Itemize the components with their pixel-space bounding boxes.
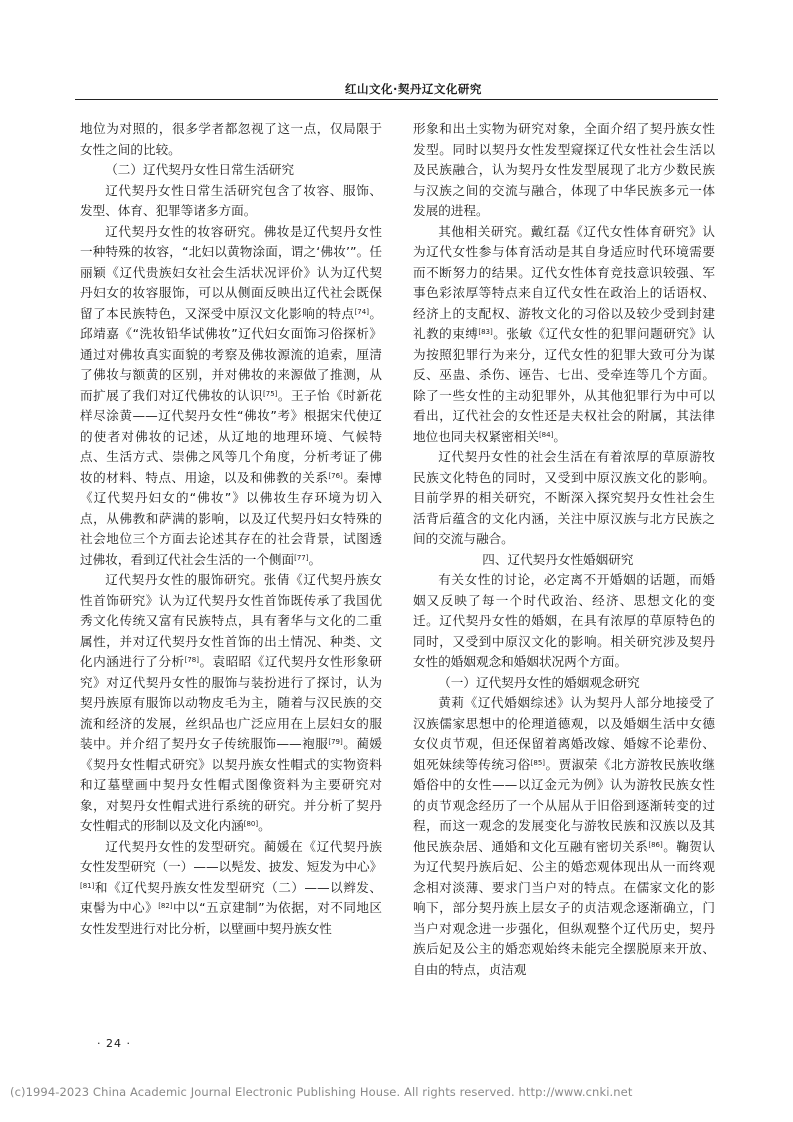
paragraph-text: （一）辽代契丹女性的婚姻观念研究 — [438, 674, 640, 690]
citation-ref: [83] — [478, 328, 493, 336]
left-column-paragraph — [80, 119, 382, 160]
left-column-paragraph — [80, 837, 382, 940]
paragraph-text: 其他相关研究。戴红磊《辽代女性体育研究》认为辽代女性参与体育活动是其自身适应时代环境需要而不断努力的结果。辽代女性体育竞技意识较强、军事色彩浓厚等特点来自辽代女性在政治上的话语权、经济上的支配权、游牧文化的习俗以及较少受到封建礼教的束缚 — [413, 223, 715, 341]
citation-ref: [85] — [530, 758, 546, 767]
citation-ref: [79] — [328, 738, 343, 746]
paragraph-text: 辽代契丹女性日常生活研究包含了妆容、服饰、发型、体育、犯罪等诸多方面。 — [80, 182, 382, 218]
paragraph-text: 辽代契丹女性的发型研究。蔺媛在《辽代契丹族女性发型研究（一）——以髡发、披发、短发为中心》 — [80, 838, 383, 874]
right-column — [413, 119, 715, 980]
paragraph-text: 。 — [258, 818, 271, 833]
citation-ref: [75] — [263, 389, 278, 398]
paragraph-text: 地位为对照的，很多学者都忽视了这一点，仅局限于女性之间的比较。 — [80, 121, 382, 157]
left-column-paragraph — [80, 570, 382, 837]
paragraph-text: 黄莉《辽代婚姻综述》认为契丹人部分地接受了汉族儒家思想中的伦理道德观，以及婚姻生活中女德女仪贞节观，但还保留着离婚改嫁、婚嫁不论辈份、姐死妹续等传统习俗 — [413, 695, 715, 772]
paragraph-text: 辽代契丹女性的社会生活在有着浓厚的草原游牧民族文化特色的同时，又受到中原汉族文化的影响。目前学界的相关研究，不断深入探究契丹女性社会生活背后蕴含的文化内涵，关注中原汉族与北方民族之间的交流与融合。 — [413, 449, 715, 546]
paragraph-text: 和《辽代契丹族女性发型研究（二）——以辫发、束髻为中心》 — [80, 879, 382, 915]
citation-ref: [86] — [648, 840, 663, 849]
paragraph-text: 形象和出土实物为研究对象，全面介绍了契丹族女性发型。同时以契丹女性发型窥探辽代女性社会生活以及民族融合，认为契丹女性发型展现了北方少数民族与汉族之间的交流与融合，体现了中华民族多元一体发展的进程。 — [413, 121, 715, 218]
paragraph-text: 。邱靖嘉《“洗妆铅华试佛妆”辽代妇女面饰习俗探析》通过对佛妆真实面貌的考察及佛妆源流的追索，厘清了佛妆与额黄的区别，并对佛妆的来源做了推测，从而扩展了我们对辽代佛妆的认识 — [80, 305, 383, 403]
paragraph-text: 有关女性的讨论，必定离不开婚姻的话题，而婚姻又反映了每一个时代政治、经济、思想文化的变迁。辽代契丹女性的婚姻，在具有浓厚的草原特色的同时，又受到中原汉文化的影响。相关研究涉及契丹女性的婚姻观念和婚姻状况两个方面。 — [413, 572, 715, 669]
right-column-paragraph — [413, 693, 715, 980]
paragraph-text: 中以“五京建制”为依据，对不同地区女性发型进行对比分析，以壁画中契丹族女性 — [80, 900, 382, 936]
paragraph-text: 。鞠贺认为辽代契丹族后妃、公主的婚恋观体现出从一而终观念相对淡薄、要求门当户对的特点。在儒家文化的影响下，部分契丹族上层女子的贞洁观念逐渐确立，门当户对观念进一步强化，但纵观整个辽代历史，契丹族后妃及公主的婚恋观始终未能完全摆脱原来开放、自由的特点，贞洁观 — [413, 838, 716, 977]
left-column — [80, 119, 382, 939]
paragraph-text: 辽代契丹女性的妆容研究。佛妆是辽代契丹女性一种特殊的妆容，“北妇以黄物涂面，谓之‘佛妆’”。任丽颖《辽代贵族妇女社会生活状况评价》认为辽代契丹妇女的妆容服饰，可以从侧面反映出辽代社会既保留了本民族特色，又深受中原汉文化影响的特点 — [80, 223, 382, 321]
paragraph-text: （二）辽代契丹女性日常生活研究 — [105, 162, 295, 177]
right-column-paragraph — [413, 570, 715, 673]
citation-ref: [84] — [538, 430, 554, 439]
paragraph-text: 。 — [308, 551, 322, 567]
left-column-paragraph — [80, 222, 382, 571]
paragraph-text: 。王子怡《时新花样尽涂黄——辽代契丹女性“佛妆”考》根据宋代使辽的使者对佛妆的记述，从辽地的地理环境、气候特点、生活方式、崇佛之风等几个角度，分析考证了佛妆的材料、特点、用途，以及和佛教的关系 — [80, 387, 383, 485]
left-column-paragraph — [80, 160, 382, 181]
citation-ref: [80] — [243, 820, 259, 828]
running-header: 红山文化·契丹辽文化研究 — [345, 82, 482, 96]
paragraph-text: 。 — [553, 428, 566, 444]
paragraph-text: 。袁昭昭《辽代契丹女性形象研究》对辽代契丹女性的服饰与装扮进行了探讨，认为契丹族原有服饰以动物皮毛为主，随着与汉民族的交流和经济的发展，丝织品也广泛应用在上层妇女的服装中。并介绍了契丹女子传统服饰——袍服 — [80, 654, 383, 751]
paragraph-text: 辽代契丹女性的服饰研究。张倩《辽代契丹族女性首饰研究》认为辽代契丹女性首饰既传承了我国优秀文化传统又富有民族特点，具有奢华与文化的二重属性，并对辽代契丹女性首饰的出土情况、种类、文化内涵进行了分析 — [80, 572, 382, 669]
paragraph-text: 。张敏《辽代女性的犯罪问题研究》认为按照犯罪行为来分，辽代女性的犯罪大致可分为谋反、巫蛊、杀伤、诬告、七出、受牵连等几个方面。除了一些女性的主动犯罪外，从其他犯罪行为中可以看出，辽代社会的女性还是夫权社会的附属，其法律地位也同夫权紧密相关 — [413, 326, 716, 444]
right-column-paragraph — [413, 119, 715, 222]
citation-ref: [74] — [354, 307, 369, 316]
citation-ref: [82] — [158, 902, 173, 910]
right-column-paragraph — [413, 550, 715, 571]
paragraph-text: 。贾淑荣《北方游牧民族收继婚俗中的女性——以辽金元为例》认为游牧民族女性的贞节观念经历了一个从屈从于旧俗到逐渐转变的过程，而这一观念的发展变化与游牧民族和汉族以及其他民族杂居、通婚和文化互融有密切关系 — [413, 756, 716, 854]
right-column-paragraph — [413, 673, 715, 694]
paragraph-text: 。蔺媛《契丹女性帽式研究》以契丹族女性帽式的实物资料和辽墓壁画中契丹女性帽式图像资料为主要研究对象，对契丹女性帽式进行系统的研究。并分析了契丹女性帽式的形制以及文化内涵 — [80, 736, 383, 833]
citation-ref: [76] — [328, 471, 343, 480]
citation-ref: [77] — [294, 553, 309, 562]
right-column-paragraph — [413, 222, 715, 448]
right-column-paragraph — [413, 447, 715, 550]
page-number: · 24 · — [97, 1037, 131, 1050]
copyright-footer: (c)1994-2023 China Academic Journal Electronic Publishing House. All rights reserved. http://www.cnki.net — [10, 1085, 633, 1099]
paragraph-text: 四、辽代契丹女性婚姻研究 — [482, 551, 634, 567]
citation-ref: [78] — [184, 656, 199, 664]
header-rule — [75, 99, 718, 100]
left-column-paragraph — [80, 181, 382, 222]
citation-ref: [81] — [80, 881, 95, 890]
paragraph-text: 。秦博《辽代契丹妇女的“佛妆”》以佛妆生存环境为切入点，从佛教和萨满的影响，以及辽代契丹妇女特殊的社会地位三个方面去论述其存在的社会背景，试图透过佛妆，看到辽代社会生活的一个侧面 — [80, 469, 383, 567]
